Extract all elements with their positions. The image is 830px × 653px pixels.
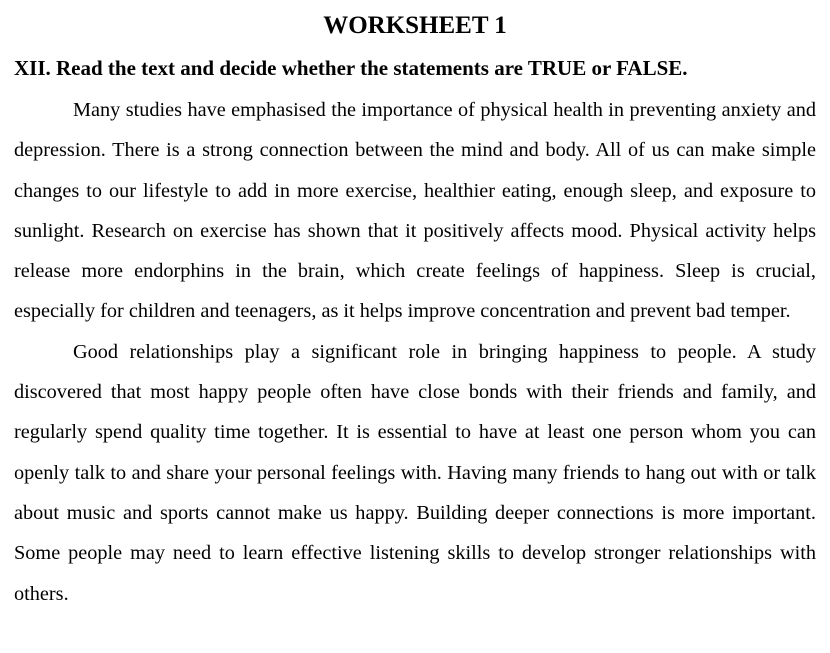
passage-paragraph-2: Good relationships play a significant role in bringing happiness to people. A study discovered that most happy people often have close bonds with their friends and family, and regularly spend quality time together. It is essential to have at least one person whom you can openly talk to and share your personal feelings with. Having many friends to hang out with or talk about music and sports cannot make us happy. Building deeper connections is more important. Some people may need to learn effective listening skills to develop stronger relationships with others. — [14, 340, 816, 605]
passage-paragraph-1: Many studies have emphasised the importance of physical health in preventing anxiety and depression. There is a strong connection between the mind and body. All of us can make simple changes to our lifestyle to add in more exercise, healthier eating, enough sleep, and exposure to sunlight. Research on exercise has shown that it positively affects mood. Physical activity helps release more endorphins in the brain, which create feelings of happiness. Sleep is crucial, especially for children and teenagers, as it helps improve concentration and prevent bad temper. — [14, 99, 816, 323]
exercise-instruction: XII. Read the text and decide whether the statements are TRUE or FALSE. — [14, 56, 688, 80]
reading-passage — [14, 90, 816, 614]
worksheet-title: WORKSHEET 1 — [323, 12, 507, 39]
